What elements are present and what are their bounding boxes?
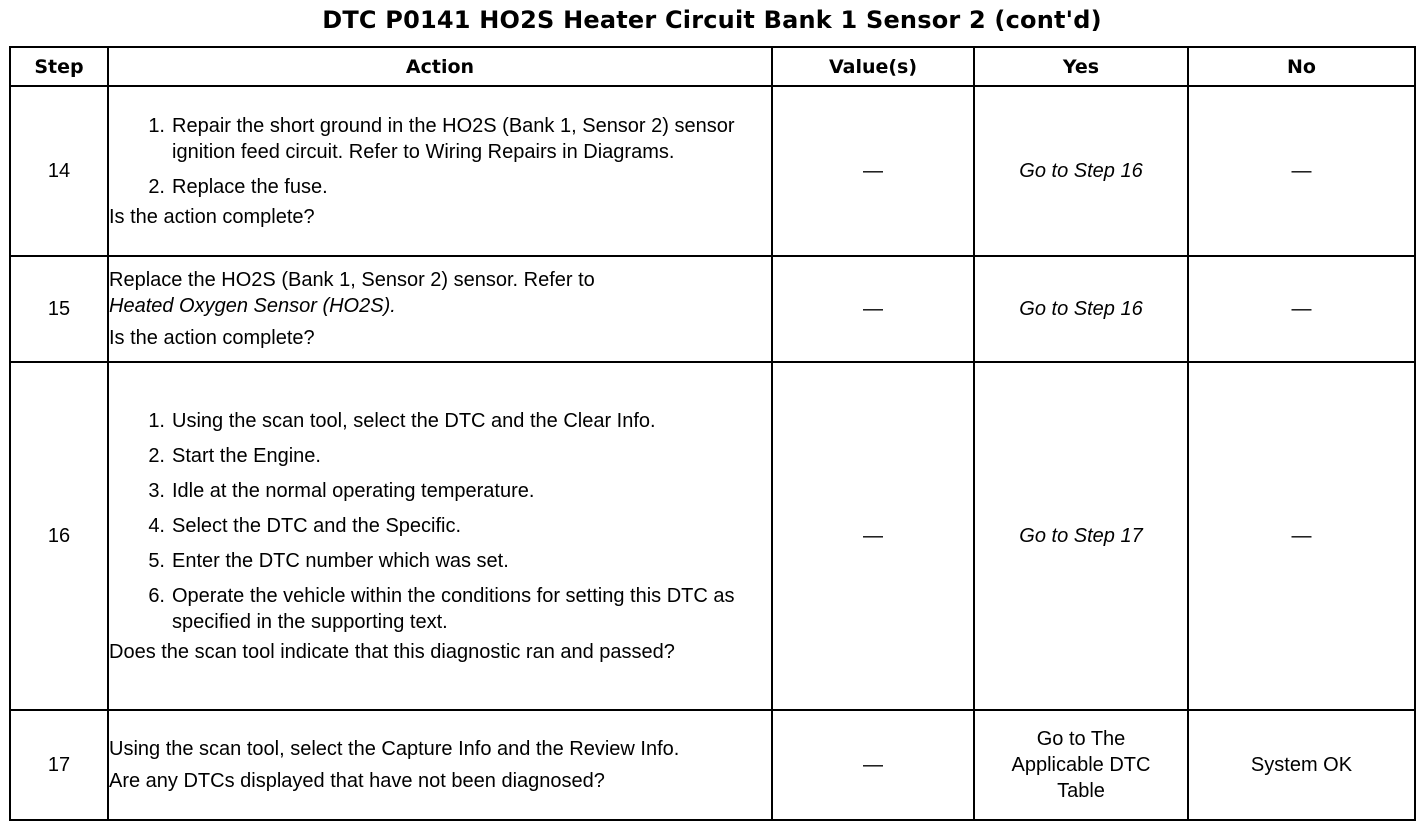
yes-result: Go to The Applicable DTC Table — [1011, 728, 1151, 802]
no-cell — [1188, 362, 1415, 710]
header-yes: Yes — [974, 47, 1188, 86]
no-cell — [1188, 256, 1415, 362]
step-number: 14 — [10, 86, 108, 256]
header-no: No — [1188, 47, 1415, 86]
header-action: Action — [108, 47, 772, 86]
no-value: System OK — [1250, 754, 1353, 776]
step-number: 15 — [10, 256, 108, 362]
step-number: 17 — [10, 710, 108, 820]
step-number: 16 — [10, 362, 108, 710]
action-question: Are any DTCs displayed that have not been diagnosed? — [109, 770, 605, 792]
action-intro: Using the scan tool, select the Capture Info and the Review Info. — [109, 738, 680, 760]
action-cell — [108, 86, 772, 256]
yes-cell — [974, 710, 1188, 820]
value-dash: — — [863, 159, 883, 182]
action-question: Does the scan tool indicate that this diagnostic ran and passed? — [109, 640, 675, 663]
action-cell — [108, 710, 772, 820]
table-header-row — [10, 47, 1415, 86]
no-value: — — [1291, 298, 1312, 320]
action-step-number: 3. — [148, 479, 165, 502]
action-intro-text: Replace the HO2S (Bank 1, Sensor 2) sensor. Refer to — [109, 269, 595, 291]
action-step-text: Enter the DTC number which was set. — [172, 549, 509, 572]
value-dash: — — [863, 297, 883, 320]
action-step — [109, 583, 771, 635]
action-cell — [108, 362, 772, 710]
table-row-step-14 — [10, 86, 1415, 256]
no-cell — [1188, 86, 1415, 256]
value-dash: — — [863, 524, 883, 547]
action-step-text: Replace the fuse. — [172, 175, 328, 198]
header-step: Step — [10, 47, 108, 86]
yes-cell — [974, 256, 1188, 362]
action-intro-reference: Heated Oxygen Sensor (HO2S). — [109, 295, 396, 317]
table-row-step-16 — [10, 362, 1415, 710]
action-step-text: Idle at the normal operating temperature. — [172, 479, 535, 502]
action-step-text: Start the Engine. — [172, 444, 321, 467]
action-step — [109, 174, 771, 200]
no-cell — [1188, 710, 1415, 820]
table-row-step-17 — [10, 710, 1415, 820]
value-dash: — — [863, 753, 883, 776]
action-intro — [109, 267, 771, 319]
action-question: Is the action complete? — [109, 327, 315, 349]
action-step-number: 1. — [148, 409, 165, 432]
table-row-step-15 — [10, 256, 1415, 362]
action-step-number: 2. — [148, 175, 165, 198]
no-value: — — [1291, 160, 1312, 182]
page-title: DTC P0141 HO2S Heater Circuit Bank 1 Sensor 2 (cont'd) — [322, 6, 1102, 34]
yes-cell — [974, 362, 1188, 710]
action-step — [109, 478, 771, 504]
action-step-number: 6. — [148, 584, 165, 607]
yes-goto-link: Go to Step 16 — [1019, 160, 1143, 182]
action-steps — [109, 408, 771, 635]
action-cell — [108, 256, 772, 362]
action-step — [109, 443, 771, 469]
action-steps — [109, 113, 771, 200]
header-values: Value(s) — [772, 47, 974, 86]
action-step — [109, 548, 771, 574]
action-step-number: 1. — [148, 114, 165, 137]
no-value: — — [1291, 525, 1312, 547]
action-step-number: 5. — [148, 549, 165, 572]
action-step — [109, 408, 771, 434]
action-step — [109, 113, 771, 165]
action-step — [109, 513, 771, 539]
action-step-text: Operate the vehicle within the conditions for setting this DTC as specified in the supporting text. — [172, 584, 735, 633]
diagnostic-table — [9, 46, 1416, 821]
yes-goto-link: Go to Step 16 — [1019, 298, 1143, 320]
yes-goto-link: Go to Step 17 — [1019, 525, 1143, 547]
yes-cell — [974, 86, 1188, 256]
value-cell — [772, 256, 974, 362]
action-step-number: 4. — [148, 514, 165, 537]
value-cell — [772, 86, 974, 256]
action-step-number: 2. — [148, 444, 165, 467]
action-question: Is the action complete? — [109, 205, 315, 228]
action-step-text: Select the DTC and the Specific. — [172, 514, 462, 537]
value-cell — [772, 362, 974, 710]
value-cell — [772, 710, 974, 820]
action-step-text: Repair the short ground in the HO2S (Bank 1, Sensor 2) sensor ignition feed circuit. Refer to Wiring Repairs in Diagrams. — [172, 114, 735, 163]
action-step-text: Using the scan tool, select the DTC and the Clear Info. — [172, 409, 656, 432]
